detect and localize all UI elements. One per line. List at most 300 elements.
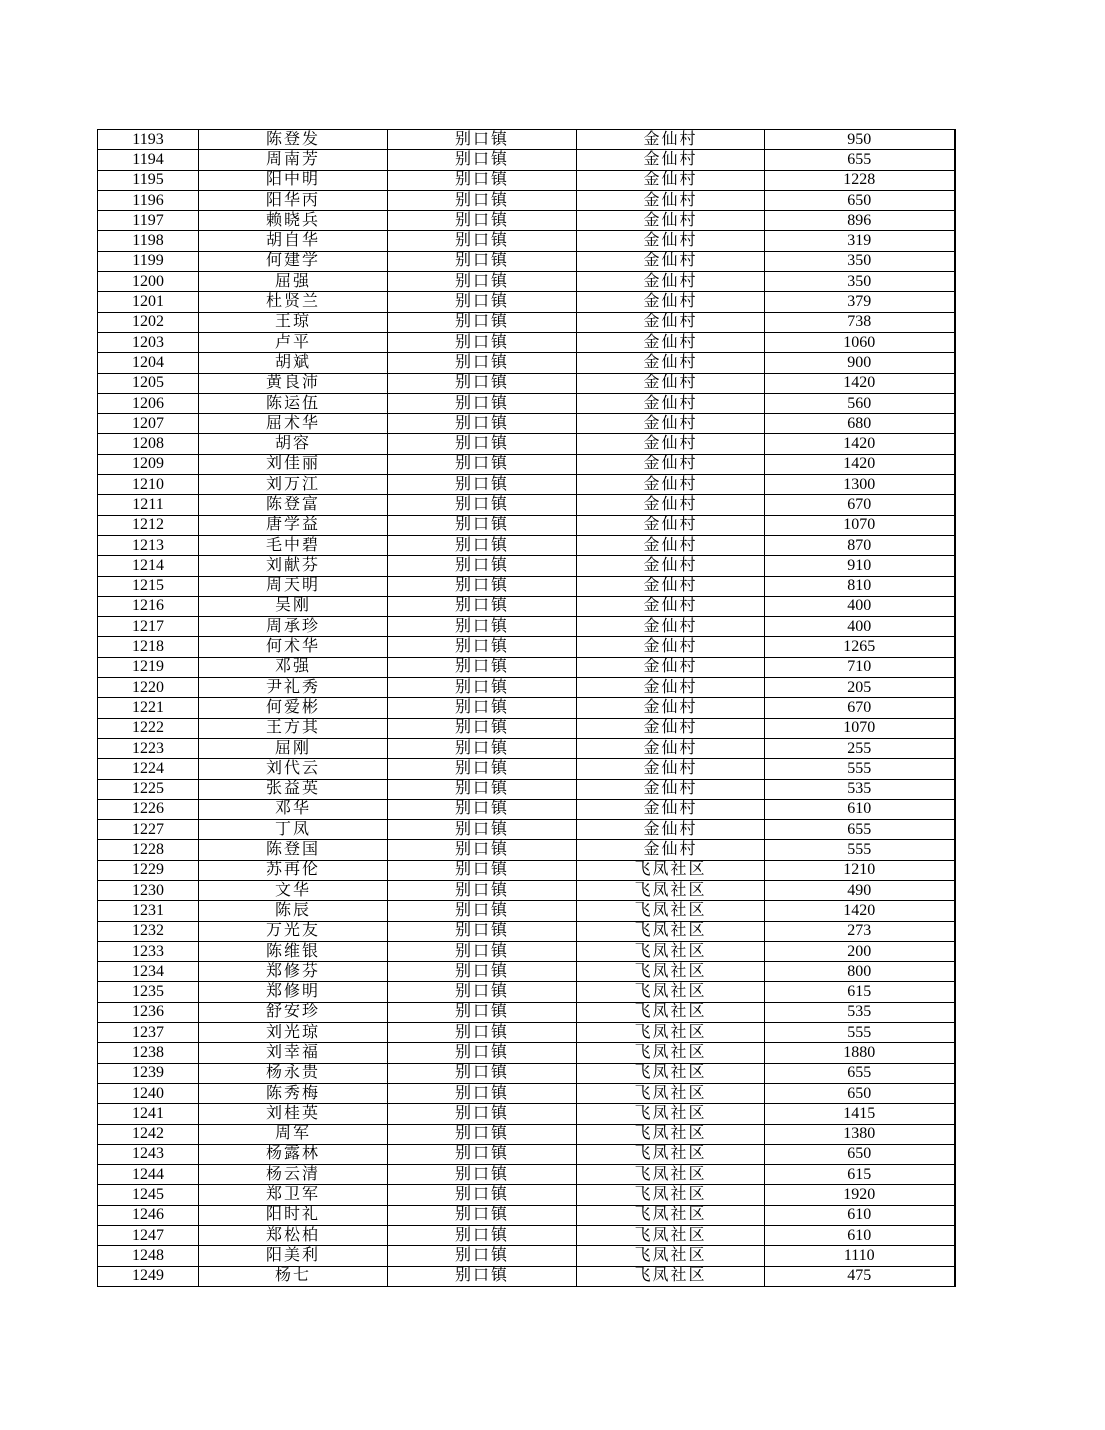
table-row — [98, 982, 955, 1002]
row-number-cell: 1235 — [98, 982, 199, 1002]
name-cell: 毛中碧 — [199, 535, 388, 555]
village-cell: 金仙村 — [577, 170, 765, 190]
table-row — [98, 1124, 955, 1144]
village-cell: 金仙村 — [577, 799, 765, 819]
name-cell: 邓强 — [199, 657, 388, 677]
row-number-cell: 1203 — [98, 332, 199, 352]
table-row — [98, 596, 955, 616]
name-cell: 杜贤兰 — [199, 292, 388, 312]
name-cell: 文华 — [199, 880, 388, 900]
row-number-cell: 1229 — [98, 860, 199, 880]
village-cell: 金仙村 — [577, 738, 765, 758]
town-cell: 别口镇 — [388, 880, 577, 900]
table-row — [98, 617, 955, 637]
row-number-cell: 1194 — [98, 150, 199, 170]
town-cell: 别口镇 — [388, 799, 577, 819]
table-row — [98, 475, 955, 495]
row-number-cell: 1200 — [98, 272, 199, 292]
amount-cell: 610 — [765, 1226, 955, 1246]
table-row — [98, 941, 955, 961]
table-row — [98, 860, 955, 880]
village-cell: 飞凤社区 — [577, 941, 765, 961]
name-cell: 丁凤 — [199, 820, 388, 840]
table-row — [98, 1165, 955, 1185]
name-cell: 周承珍 — [199, 617, 388, 637]
village-cell: 金仙村 — [577, 414, 765, 434]
name-cell: 杨露林 — [199, 1144, 388, 1164]
row-number-cell: 1227 — [98, 820, 199, 840]
amount-cell: 319 — [765, 231, 955, 251]
row-number-cell: 1234 — [98, 962, 199, 982]
amount-cell: 400 — [765, 617, 955, 637]
amount-cell: 1415 — [765, 1104, 955, 1124]
town-cell: 别口镇 — [388, 860, 577, 880]
row-number-cell: 1238 — [98, 1043, 199, 1063]
name-cell: 陈秀梅 — [199, 1083, 388, 1103]
village-cell: 飞凤社区 — [577, 1063, 765, 1083]
town-cell: 别口镇 — [388, 982, 577, 1002]
table-row — [98, 799, 955, 819]
row-number-cell: 1206 — [98, 393, 199, 413]
village-cell: 金仙村 — [577, 698, 765, 718]
amount-cell: 1420 — [765, 434, 955, 454]
table-row — [98, 292, 955, 312]
town-cell: 别口镇 — [388, 738, 577, 758]
name-cell: 刘献芬 — [199, 556, 388, 576]
amount-cell: 610 — [765, 799, 955, 819]
row-number-cell: 1228 — [98, 840, 199, 860]
amount-cell: 1228 — [765, 170, 955, 190]
name-cell: 刘桂英 — [199, 1104, 388, 1124]
row-number-cell: 1210 — [98, 475, 199, 495]
table-row — [98, 576, 955, 596]
amount-cell: 655 — [765, 1063, 955, 1083]
village-cell: 飞凤社区 — [577, 921, 765, 941]
table-row — [98, 678, 955, 698]
town-cell: 别口镇 — [388, 495, 577, 515]
amount-cell: 1070 — [765, 515, 955, 535]
name-cell: 王方其 — [199, 718, 388, 738]
row-number-cell: 1226 — [98, 799, 199, 819]
village-cell: 金仙村 — [577, 434, 765, 454]
table-row — [98, 231, 955, 251]
name-cell: 黄良沛 — [199, 373, 388, 393]
town-cell: 别口镇 — [388, 434, 577, 454]
village-cell: 金仙村 — [577, 475, 765, 495]
name-cell: 胡自华 — [199, 231, 388, 251]
village-cell: 飞凤社区 — [577, 1205, 765, 1225]
amount-cell: 610 — [765, 1205, 955, 1225]
name-cell: 胡斌 — [199, 353, 388, 373]
town-cell: 别口镇 — [388, 373, 577, 393]
amount-cell: 1060 — [765, 332, 955, 352]
name-cell: 刘光琼 — [199, 1023, 388, 1043]
row-number-cell: 1221 — [98, 698, 199, 718]
village-cell: 金仙村 — [577, 190, 765, 210]
row-number-cell: 1193 — [98, 130, 199, 150]
town-cell: 别口镇 — [388, 617, 577, 637]
name-cell: 邓华 — [199, 799, 388, 819]
amount-cell: 350 — [765, 251, 955, 271]
row-number-cell: 1225 — [98, 779, 199, 799]
name-cell: 苏再伦 — [199, 860, 388, 880]
amount-cell: 1920 — [765, 1185, 955, 1205]
amount-cell: 555 — [765, 840, 955, 860]
row-number-cell: 1207 — [98, 414, 199, 434]
row-number-cell: 1243 — [98, 1144, 199, 1164]
name-cell: 郑修芬 — [199, 962, 388, 982]
town-cell: 别口镇 — [388, 759, 577, 779]
name-cell: 刘万江 — [199, 475, 388, 495]
village-cell: 飞凤社区 — [577, 1246, 765, 1266]
name-cell: 杨永贵 — [199, 1063, 388, 1083]
table-row — [98, 962, 955, 982]
name-cell: 赖晓兵 — [199, 211, 388, 231]
town-cell: 别口镇 — [388, 657, 577, 677]
amount-cell: 555 — [765, 759, 955, 779]
name-cell: 杨云清 — [199, 1165, 388, 1185]
name-cell: 陈维银 — [199, 941, 388, 961]
village-cell: 飞凤社区 — [577, 1266, 765, 1286]
village-cell: 金仙村 — [577, 596, 765, 616]
amount-cell: 555 — [765, 1023, 955, 1043]
row-number-cell: 1233 — [98, 941, 199, 961]
village-cell: 金仙村 — [577, 820, 765, 840]
amount-cell: 560 — [765, 393, 955, 413]
row-number-cell: 1220 — [98, 678, 199, 698]
name-cell: 郑松柏 — [199, 1226, 388, 1246]
table-row — [98, 1002, 955, 1022]
village-cell: 金仙村 — [577, 495, 765, 515]
village-cell: 金仙村 — [577, 840, 765, 860]
table-row — [98, 332, 955, 352]
town-cell: 别口镇 — [388, 941, 577, 961]
row-number-cell: 1213 — [98, 535, 199, 555]
village-cell: 金仙村 — [577, 759, 765, 779]
table-row — [98, 130, 955, 150]
name-cell: 屈刚 — [199, 738, 388, 758]
town-cell: 别口镇 — [388, 678, 577, 698]
table-row — [98, 312, 955, 332]
row-number-cell: 1237 — [98, 1023, 199, 1043]
village-cell: 金仙村 — [577, 515, 765, 535]
table-row — [98, 272, 955, 292]
village-cell: 飞凤社区 — [577, 1185, 765, 1205]
table-row — [98, 1043, 955, 1063]
town-cell: 别口镇 — [388, 901, 577, 921]
table-row — [98, 414, 955, 434]
amount-cell: 1300 — [765, 475, 955, 495]
table-row — [98, 637, 955, 657]
name-cell: 王琼 — [199, 312, 388, 332]
table-row — [98, 556, 955, 576]
table-row — [98, 840, 955, 860]
table-row — [98, 353, 955, 373]
town-cell: 别口镇 — [388, 1144, 577, 1164]
town-cell: 别口镇 — [388, 596, 577, 616]
table-row — [98, 901, 955, 921]
row-number-cell: 1218 — [98, 637, 199, 657]
amount-cell: 400 — [765, 596, 955, 616]
amount-cell: 1420 — [765, 373, 955, 393]
name-cell: 胡容 — [199, 434, 388, 454]
table-row — [98, 170, 955, 190]
table-row — [98, 211, 955, 231]
amount-cell: 205 — [765, 678, 955, 698]
amount-cell: 273 — [765, 921, 955, 941]
town-cell: 别口镇 — [388, 820, 577, 840]
name-cell: 张益英 — [199, 779, 388, 799]
table-row — [98, 454, 955, 474]
amount-cell: 490 — [765, 880, 955, 900]
amount-cell: 350 — [765, 272, 955, 292]
row-number-cell: 1199 — [98, 251, 199, 271]
row-number-cell: 1232 — [98, 921, 199, 941]
name-cell: 郑卫军 — [199, 1185, 388, 1205]
data-table — [97, 129, 956, 1287]
town-cell: 别口镇 — [388, 779, 577, 799]
name-cell: 阳华丙 — [199, 190, 388, 210]
table-row — [98, 779, 955, 799]
table-row — [98, 820, 955, 840]
table-row — [98, 1104, 955, 1124]
row-number-cell: 1248 — [98, 1246, 199, 1266]
amount-cell: 738 — [765, 312, 955, 332]
row-number-cell: 1230 — [98, 880, 199, 900]
row-number-cell: 1219 — [98, 657, 199, 677]
table-row — [98, 373, 955, 393]
town-cell: 别口镇 — [388, 1165, 577, 1185]
name-cell: 舒安珍 — [199, 1002, 388, 1022]
amount-cell: 535 — [765, 779, 955, 799]
table-row — [98, 738, 955, 758]
town-cell: 别口镇 — [388, 190, 577, 210]
name-cell: 刘佳丽 — [199, 454, 388, 474]
row-number-cell: 1197 — [98, 211, 199, 231]
amount-cell: 800 — [765, 962, 955, 982]
amount-cell: 870 — [765, 535, 955, 555]
row-number-cell: 1249 — [98, 1266, 199, 1286]
village-cell: 飞凤社区 — [577, 1002, 765, 1022]
row-number-cell: 1242 — [98, 1124, 199, 1144]
village-cell: 金仙村 — [577, 393, 765, 413]
amount-cell: 379 — [765, 292, 955, 312]
row-number-cell: 1198 — [98, 231, 199, 251]
town-cell: 别口镇 — [388, 840, 577, 860]
name-cell: 何爱彬 — [199, 698, 388, 718]
amount-cell: 1110 — [765, 1246, 955, 1266]
village-cell: 金仙村 — [577, 576, 765, 596]
table-row — [98, 880, 955, 900]
village-cell: 金仙村 — [577, 454, 765, 474]
name-cell: 陈辰 — [199, 901, 388, 921]
amount-cell: 1265 — [765, 637, 955, 657]
town-cell: 别口镇 — [388, 130, 577, 150]
town-cell: 别口镇 — [388, 718, 577, 738]
row-number-cell: 1223 — [98, 738, 199, 758]
village-cell: 飞凤社区 — [577, 1165, 765, 1185]
table-row — [98, 190, 955, 210]
amount-cell: 810 — [765, 576, 955, 596]
village-cell: 飞凤社区 — [577, 901, 765, 921]
town-cell: 别口镇 — [388, 556, 577, 576]
town-cell: 别口镇 — [388, 272, 577, 292]
table-row — [98, 251, 955, 271]
amount-cell: 615 — [765, 1165, 955, 1185]
name-cell: 阳时礼 — [199, 1205, 388, 1225]
table-row — [98, 515, 955, 535]
town-cell: 别口镇 — [388, 211, 577, 231]
amount-cell: 1070 — [765, 718, 955, 738]
table-row — [98, 657, 955, 677]
village-cell: 金仙村 — [577, 556, 765, 576]
row-number-cell: 1196 — [98, 190, 199, 210]
table-row — [98, 1083, 955, 1103]
village-cell: 金仙村 — [577, 150, 765, 170]
row-number-cell: 1245 — [98, 1185, 199, 1205]
town-cell: 别口镇 — [388, 576, 577, 596]
name-cell: 吴刚 — [199, 596, 388, 616]
town-cell: 别口镇 — [388, 150, 577, 170]
amount-cell: 710 — [765, 657, 955, 677]
village-cell: 金仙村 — [577, 535, 765, 555]
amount-cell: 1210 — [765, 860, 955, 880]
town-cell: 别口镇 — [388, 1124, 577, 1144]
table-row — [98, 1226, 955, 1246]
town-cell: 别口镇 — [388, 637, 577, 657]
amount-cell: 650 — [765, 190, 955, 210]
amount-cell: 670 — [765, 495, 955, 515]
name-cell: 郑修明 — [199, 982, 388, 1002]
village-cell: 飞凤社区 — [577, 1023, 765, 1043]
amount-cell: 1420 — [765, 454, 955, 474]
name-cell: 刘幸福 — [199, 1043, 388, 1063]
town-cell: 别口镇 — [388, 1205, 577, 1225]
amount-cell: 910 — [765, 556, 955, 576]
town-cell: 别口镇 — [388, 170, 577, 190]
village-cell: 金仙村 — [577, 637, 765, 657]
name-cell: 阳美利 — [199, 1246, 388, 1266]
name-cell: 卢平 — [199, 332, 388, 352]
name-cell: 陈运伍 — [199, 393, 388, 413]
village-cell: 金仙村 — [577, 211, 765, 231]
amount-cell: 655 — [765, 820, 955, 840]
amount-cell: 1380 — [765, 1124, 955, 1144]
table-row — [98, 759, 955, 779]
name-cell: 陈登富 — [199, 495, 388, 515]
town-cell: 别口镇 — [388, 921, 577, 941]
amount-cell: 615 — [765, 982, 955, 1002]
town-cell: 别口镇 — [388, 1185, 577, 1205]
town-cell: 别口镇 — [388, 1083, 577, 1103]
row-number-cell: 1209 — [98, 454, 199, 474]
village-cell: 金仙村 — [577, 332, 765, 352]
table-row — [98, 698, 955, 718]
name-cell: 何术华 — [199, 637, 388, 657]
village-cell: 飞凤社区 — [577, 1083, 765, 1103]
village-cell: 金仙村 — [577, 779, 765, 799]
village-cell: 飞凤社区 — [577, 880, 765, 900]
table-row — [98, 150, 955, 170]
table-row — [98, 434, 955, 454]
table-row — [98, 1144, 955, 1164]
row-number-cell: 1202 — [98, 312, 199, 332]
amount-cell: 950 — [765, 130, 955, 150]
village-cell: 金仙村 — [577, 353, 765, 373]
row-number-cell: 1201 — [98, 292, 199, 312]
row-number-cell: 1224 — [98, 759, 199, 779]
name-cell: 万光友 — [199, 921, 388, 941]
row-number-cell: 1208 — [98, 434, 199, 454]
amount-cell: 1880 — [765, 1043, 955, 1063]
amount-cell: 1420 — [765, 901, 955, 921]
row-number-cell: 1215 — [98, 576, 199, 596]
row-number-cell: 1241 — [98, 1104, 199, 1124]
table-row — [98, 1246, 955, 1266]
amount-cell: 650 — [765, 1083, 955, 1103]
amount-cell: 896 — [765, 211, 955, 231]
amount-cell: 475 — [765, 1266, 955, 1286]
row-number-cell: 1222 — [98, 718, 199, 738]
village-cell: 飞凤社区 — [577, 982, 765, 1002]
row-number-cell: 1231 — [98, 901, 199, 921]
town-cell: 别口镇 — [388, 1266, 577, 1286]
village-cell: 金仙村 — [577, 373, 765, 393]
amount-cell: 680 — [765, 414, 955, 434]
town-cell: 别口镇 — [388, 1063, 577, 1083]
row-number-cell: 1240 — [98, 1083, 199, 1103]
row-number-cell: 1204 — [98, 353, 199, 373]
amount-cell: 670 — [765, 698, 955, 718]
village-cell: 飞凤社区 — [577, 1043, 765, 1063]
village-cell: 金仙村 — [577, 292, 765, 312]
town-cell: 别口镇 — [388, 1043, 577, 1063]
town-cell: 别口镇 — [388, 962, 577, 982]
name-cell: 陈登发 — [199, 130, 388, 150]
name-cell: 屈强 — [199, 272, 388, 292]
village-cell: 金仙村 — [577, 678, 765, 698]
row-number-cell: 1217 — [98, 617, 199, 637]
village-cell: 金仙村 — [577, 657, 765, 677]
table-row — [98, 393, 955, 413]
town-cell: 别口镇 — [388, 475, 577, 495]
village-cell: 飞凤社区 — [577, 1226, 765, 1246]
amount-cell: 535 — [765, 1002, 955, 1022]
table-row — [98, 921, 955, 941]
town-cell: 别口镇 — [388, 515, 577, 535]
row-number-cell: 1239 — [98, 1063, 199, 1083]
row-number-cell: 1244 — [98, 1165, 199, 1185]
row-number-cell: 1214 — [98, 556, 199, 576]
name-cell: 周军 — [199, 1124, 388, 1144]
village-cell: 金仙村 — [577, 251, 765, 271]
village-cell: 金仙村 — [577, 231, 765, 251]
name-cell: 尹礼秀 — [199, 678, 388, 698]
town-cell: 别口镇 — [388, 1023, 577, 1043]
town-cell: 别口镇 — [388, 1002, 577, 1022]
name-cell: 陈登国 — [199, 840, 388, 860]
table-row — [98, 1063, 955, 1083]
table-row — [98, 1185, 955, 1205]
village-cell: 飞凤社区 — [577, 1104, 765, 1124]
town-cell: 别口镇 — [388, 353, 577, 373]
row-number-cell: 1216 — [98, 596, 199, 616]
amount-cell: 900 — [765, 353, 955, 373]
town-cell: 别口镇 — [388, 535, 577, 555]
village-cell: 飞凤社区 — [577, 860, 765, 880]
name-cell: 刘代云 — [199, 759, 388, 779]
village-cell: 飞凤社区 — [577, 962, 765, 982]
